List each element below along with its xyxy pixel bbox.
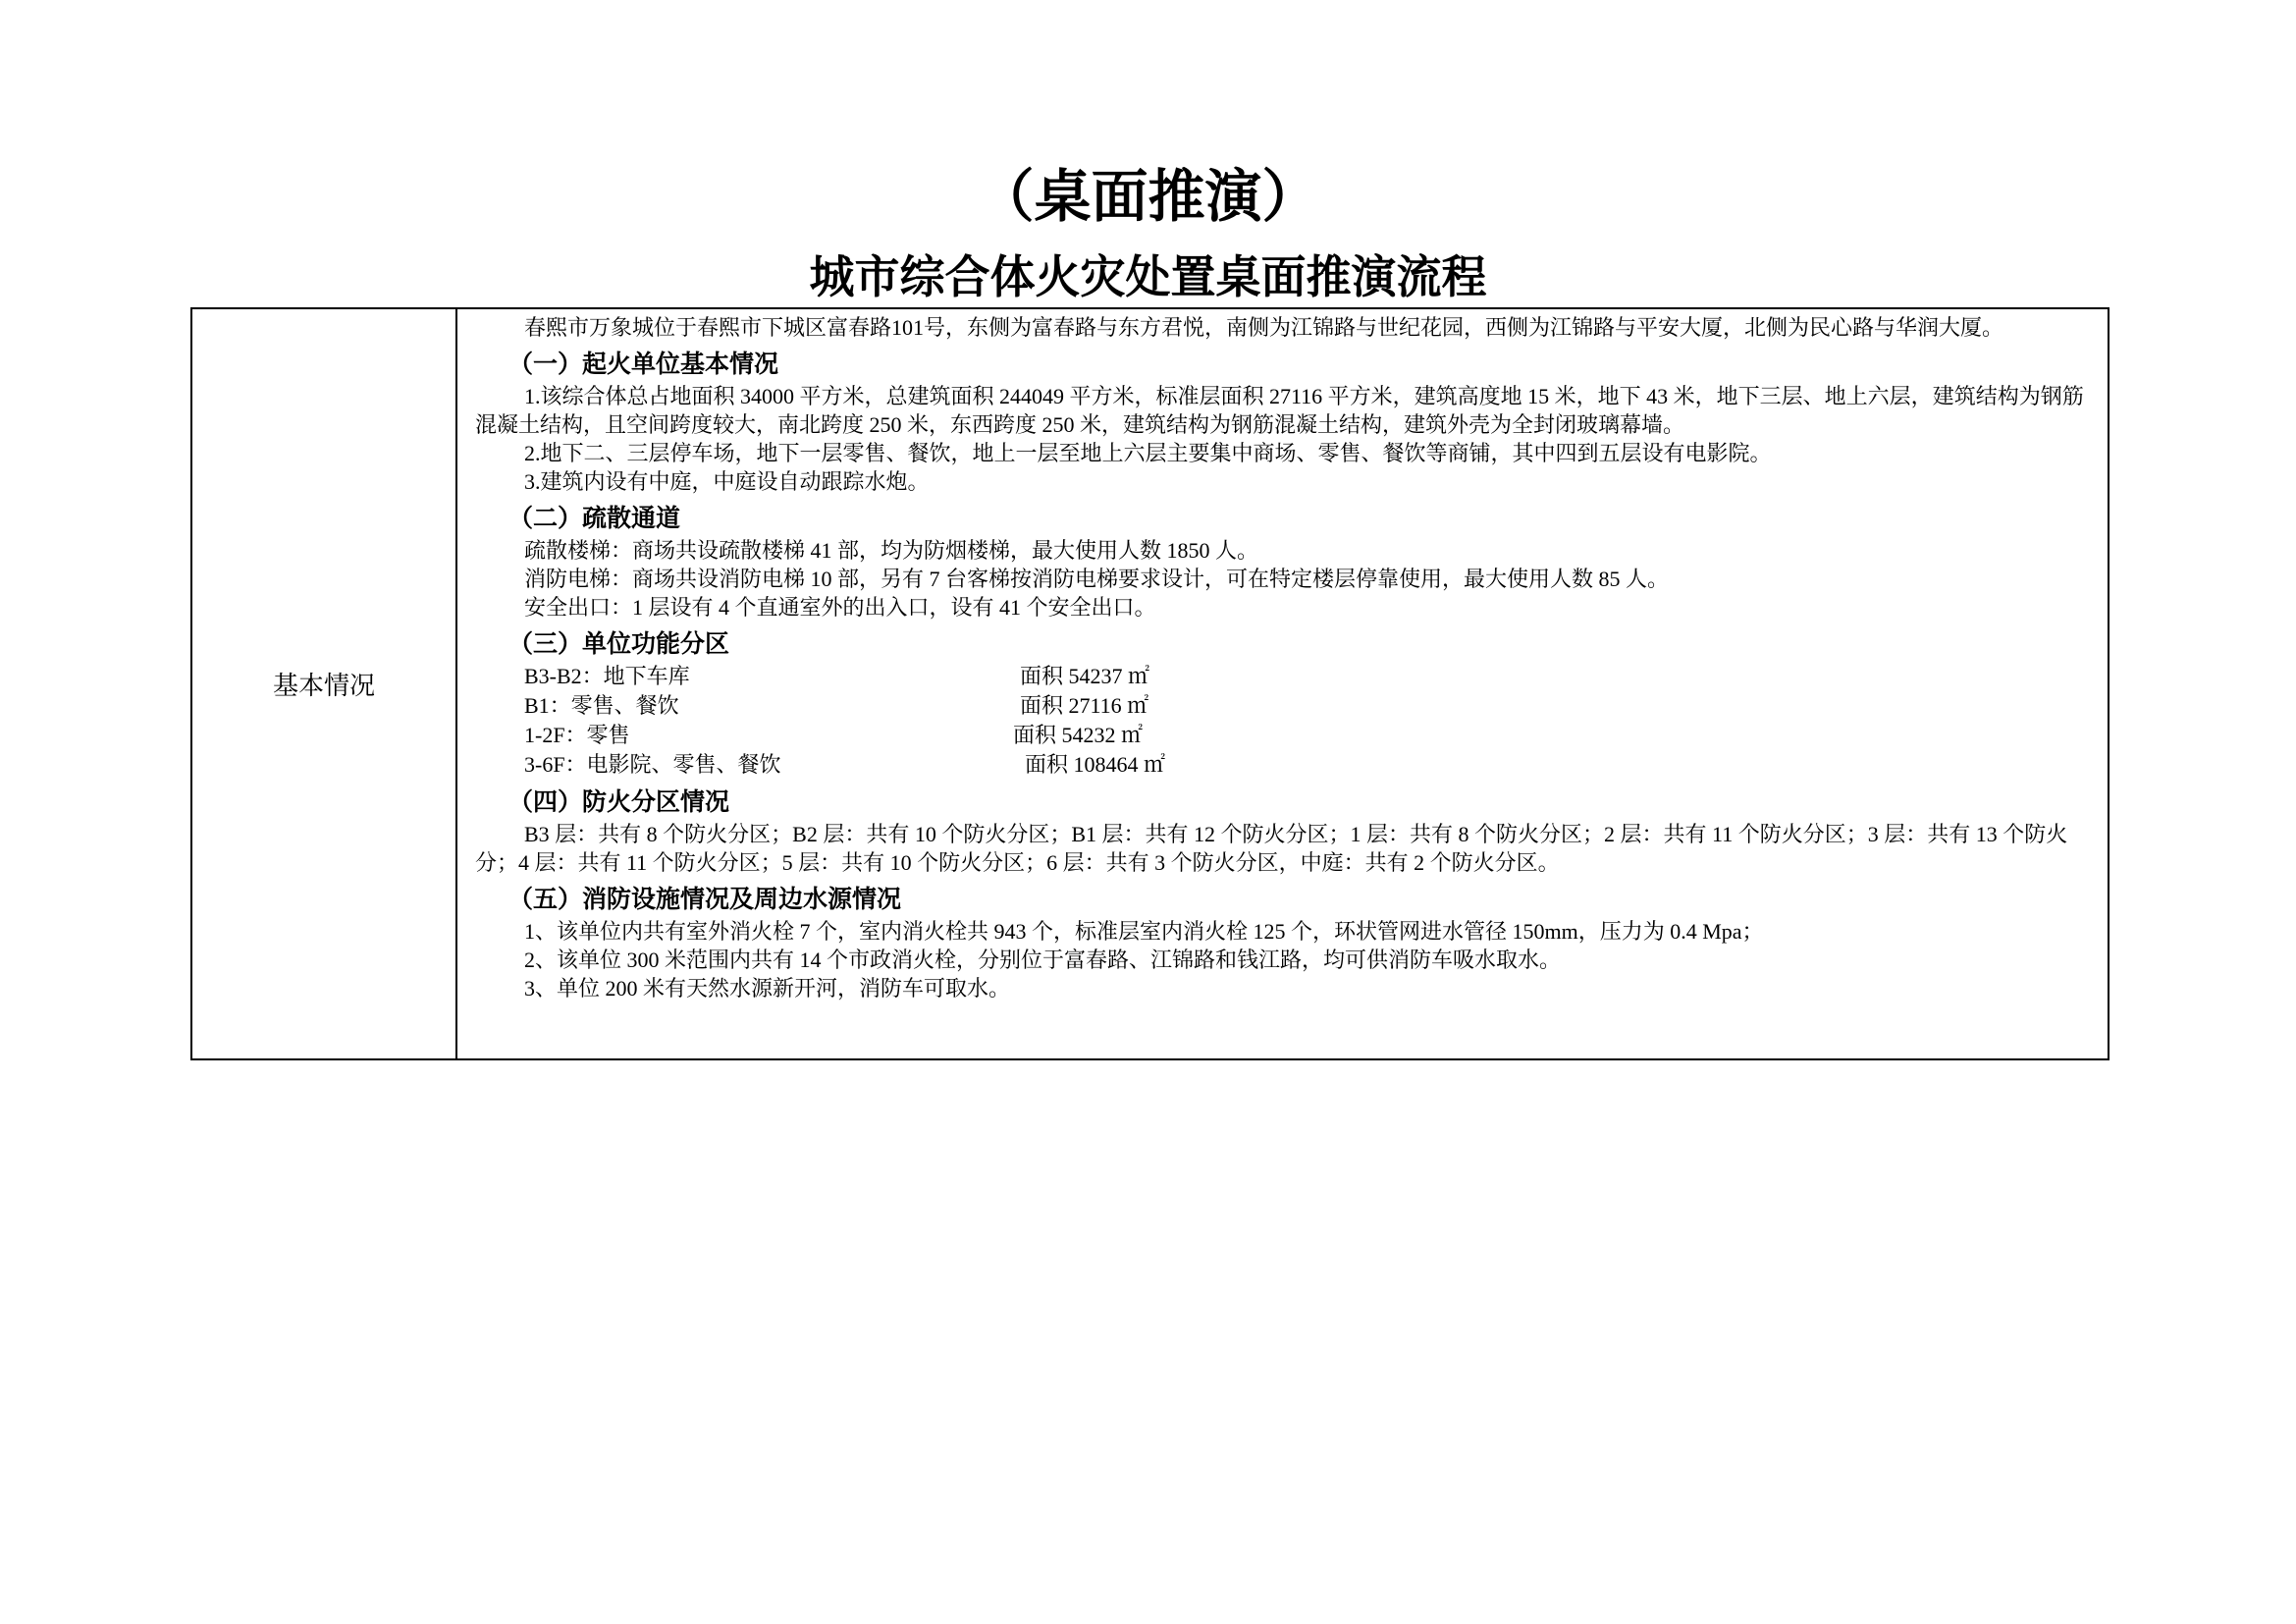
section2-item-1: 疏散楼梯：商场共设疏散楼梯 41 部，均为防烟楼梯，最大使用人数 1850 人。 <box>524 538 1259 563</box>
zone-row <box>475 750 2099 780</box>
section5-item-3: 3、单位 200 米有天然水源新开河，消防车可取水。 <box>524 976 1011 1001</box>
zone-area: 面积 54237 ㎡ <box>1020 664 1150 688</box>
zone-name: B1：零售、餐饮 <box>524 693 679 718</box>
zone-name: B3-B2：地下车库 <box>524 664 690 688</box>
zone-area: 面积 27116 ㎡ <box>1020 693 1149 718</box>
section-heading-1: （一）起火单位基本情况 <box>508 350 779 378</box>
section-heading-2: （二）疏散通道 <box>508 504 681 532</box>
zone-area: 面积 108464 ㎡ <box>1025 752 1166 777</box>
intro-paragraph: 春熙市万象城位于春熙市下城区富春路101号，东侧为富春路与东方君悦，南侧为江锦路与世纪花园，西侧为江锦路与平安大厦，北侧为民心路与华润大厦。 <box>524 315 2004 340</box>
row-label-cell <box>192 309 457 1058</box>
section-heading-3: （三）单位功能分区 <box>508 629 730 658</box>
row-label: 基本情况 <box>272 672 375 701</box>
section4-text: B3 层：共有 8 个防火分区；B2 层：共有 10 个防火分区；B1 层：共有 12 个防火分区；1 层：共有 8 个防火分区；2 层：共有 11 个防火分区；3 层：共有 13 个防火分；4 层：共有 11 个防火分区；5 层：共有 10 个防火分区；6 层：共有 3 个防火分区，中庭：共有 2 个防火分区。 <box>475 822 2068 875</box>
basic-info-table <box>190 307 2109 1060</box>
page-title: （桌面推演） <box>977 163 1319 230</box>
section1-item-3: 3.建筑内设有中庭，中庭设自动跟踪水炮。 <box>524 469 930 494</box>
page-subtitle: 城市综合体火灾处置桌面推演流程 <box>809 250 1487 303</box>
section2-item-3: 安全出口：1 层设有 4 个直通室外的出入口，设有 41 个安全出口。 <box>524 595 1156 620</box>
zone-name: 1-2F：零售 <box>524 723 630 747</box>
zone-row <box>475 691 2099 721</box>
zone-name: 3-6F：电影院、零售、餐饮 <box>524 752 781 777</box>
section1-item-1: 1.该综合体总占地面积 34000 平方米，总建筑面积 244049 平方米，标准层面积 27116 平方米，建筑高度地 15 米，地下 43 米，地下三层、地上六层，建筑结构为钢筋混凝土结构，且空间跨度较大，南北跨度 250 米，东西跨度 250 米，建筑结构为钢筋混凝土结构，建筑外壳为全封闭玻璃幕墙。 <box>475 384 2084 437</box>
section5-item-2: 2、该单位 300 米范围内共有 14 个市政消火栓，分别位于富春路、江锦路和钱江路，均可供消防车吸水取水。 <box>524 947 1562 972</box>
section5-item-1: 1、该单位内共有室外消火栓 7 个，室内消火栓共 943 个，标准层室内消火栓 125 个，环状管网进水管径 150mm，压力为 0.4 Mpa； <box>524 919 1764 944</box>
section-heading-5: （五）消防设施情况及周边水源情况 <box>508 885 902 913</box>
content-cell <box>459 309 2109 1002</box>
section2-item-2: 消防电梯：商场共设消防电梯 10 部，另有 7 台客梯按消防电梯要求设计，可在特定楼层停靠使用，最大使用人数 85 人。 <box>524 567 1670 591</box>
zone-row <box>475 721 2099 750</box>
section1-item-2: 2.地下二、三层停车场，地下一层零售、餐饮，地上一层至地上六层主要集中商场、零售、餐饮等商铺，其中四到五层设有电影院。 <box>524 441 1772 465</box>
zone-row <box>475 662 2099 691</box>
section-heading-4: （四）防火分区情况 <box>508 787 730 816</box>
zone-area: 面积 54232 ㎡ <box>1013 723 1144 747</box>
